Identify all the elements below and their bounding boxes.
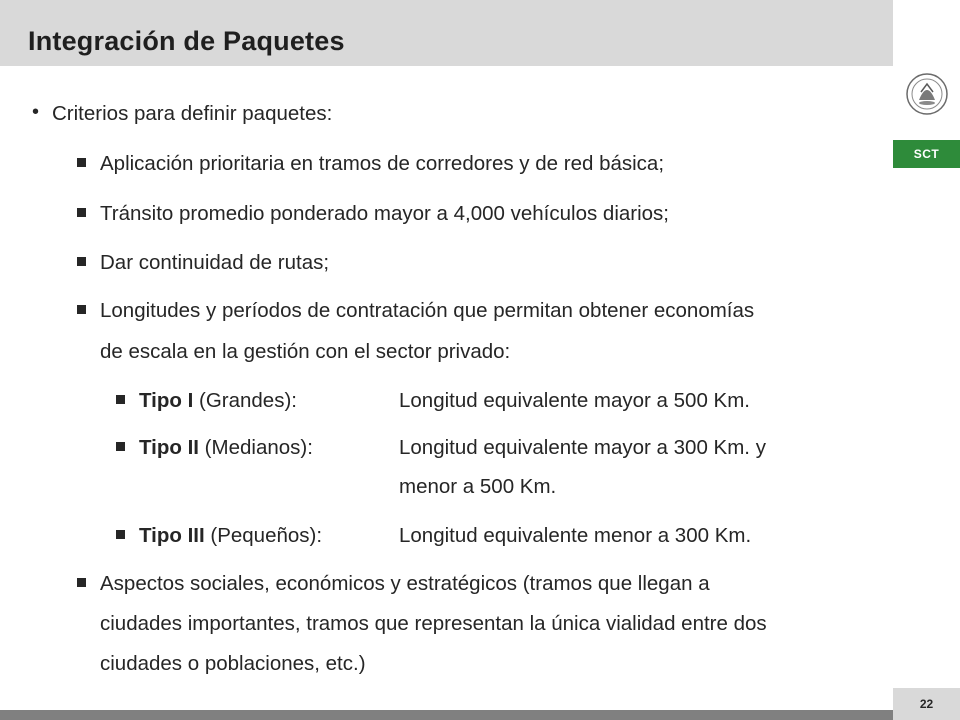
square-bullet [77, 257, 86, 266]
criterion-5-line-3: ciudades o poblaciones, etc.) [100, 652, 366, 675]
type-3-label [139, 524, 322, 548]
square-bullet [77, 305, 86, 314]
square-bullet [77, 158, 86, 167]
criterion-5-line-2: ciudades importantes, tramos que representan la única vialidad entre dos [100, 612, 767, 635]
square-bullet [77, 578, 86, 587]
seal-icon [905, 70, 949, 130]
criterion-1: Aplicación prioritaria en tramos de corredores y de red básica; [100, 152, 665, 175]
sct-badge: SCT [893, 140, 960, 168]
square-bullet [116, 530, 125, 539]
type-2-desc: (Medianos): [198, 436, 313, 459]
criterion-4-line-2: de escala en la gestión con el sector privado: [100, 340, 511, 363]
type-1-name: Tipo I [139, 389, 194, 412]
bullet-dot: • [32, 101, 40, 123]
page-number-box [893, 688, 960, 720]
type-3-definition: Longitud equivalente menor a 300 Km. [399, 524, 752, 547]
square-bullet [77, 208, 86, 217]
type-2-label [139, 436, 313, 460]
type-3-name: Tipo III [139, 524, 205, 547]
type-3-desc: (Pequeños): [204, 524, 323, 547]
type-2-name: Tipo II [139, 436, 199, 459]
criterion-3: Dar continuidad de rutas; [100, 251, 330, 274]
main-bullet-text: Criterios para definir paquetes: [52, 102, 333, 125]
type-1-definition: Longitud equivalente mayor a 500 Km. [399, 389, 751, 412]
criterion-5-line-1: Aspectos sociales, económicos y estratégicos (tramos que llegan a [100, 572, 710, 595]
page-number: 22 [919, 697, 934, 711]
criterion-2: Tránsito promedio ponderado mayor a 4,000 vehículos diarios; [100, 202, 670, 225]
type-1-desc: (Grandes): [193, 389, 297, 412]
criterion-4-line-1: Longitudes y períodos de contratación que permitan obtener economías [100, 299, 755, 322]
footer-bar [0, 710, 893, 720]
type-1-label [139, 389, 297, 413]
square-bullet [116, 395, 125, 404]
square-bullet [116, 442, 125, 451]
type-2-definition-line-2: menor a 500 Km. [399, 475, 557, 498]
type-2-definition-line-1: Longitud equivalente mayor a 300 Km. y [399, 436, 766, 459]
slide-title: Integración de Paquetes [28, 26, 345, 56]
